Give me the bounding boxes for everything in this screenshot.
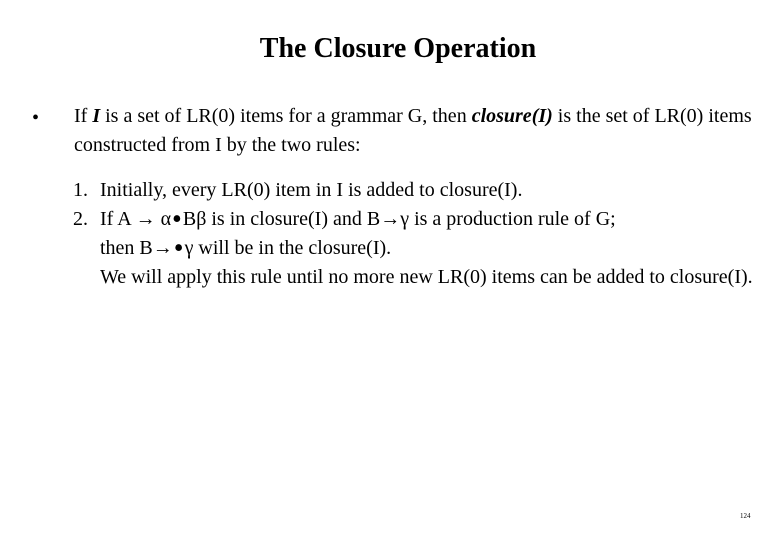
rule-text-part: α — [155, 208, 172, 230]
rule-text-part: γ will be in the closure(I). — [184, 237, 392, 259]
bullet-text — [74, 102, 774, 160]
rule-item — [73, 205, 773, 292]
arrow-symbol: → — [152, 237, 173, 259]
page-number: 124 — [740, 512, 751, 520]
bullet-text-part: If — [74, 105, 93, 127]
arrow-symbol: → — [380, 208, 401, 230]
item-dot-symbol: • — [173, 233, 184, 264]
arrow-symbol: → — [135, 208, 156, 230]
rule-item — [73, 176, 773, 205]
rule-text-part: Bβ is in closure(I) and B — [182, 208, 381, 230]
bullet-text-part: is a set of LR(0) items for a grammar G, then — [100, 105, 472, 127]
slide-title: The Closure Operation — [259, 33, 537, 64]
item-dot-symbol: • — [172, 204, 182, 235]
bullet-marker: • — [32, 107, 40, 129]
rule-line — [100, 234, 773, 263]
rule-text — [100, 205, 773, 292]
rule-line: We will apply this rule until no more new LR(0) items can be added to closure(I). — [100, 266, 753, 288]
rule-text: Initially, every LR(0) item in I is added to closure(I). — [100, 179, 523, 201]
bullet-text-part: is the set of LR(0) items constructed from I by the two rules: — [74, 105, 752, 156]
rule-text-part: γ is a production rule of G; — [400, 208, 616, 230]
rule-line — [100, 205, 773, 234]
rule-number: 2. — [73, 208, 88, 230]
rules-list — [73, 176, 773, 292]
closure-term: closure(I) — [471, 105, 553, 127]
rule-text-part: then B — [100, 237, 153, 259]
set-symbol-I: I — [92, 105, 101, 127]
rule-number: 1. — [73, 179, 88, 201]
rule-text-part: If A — [100, 208, 136, 230]
